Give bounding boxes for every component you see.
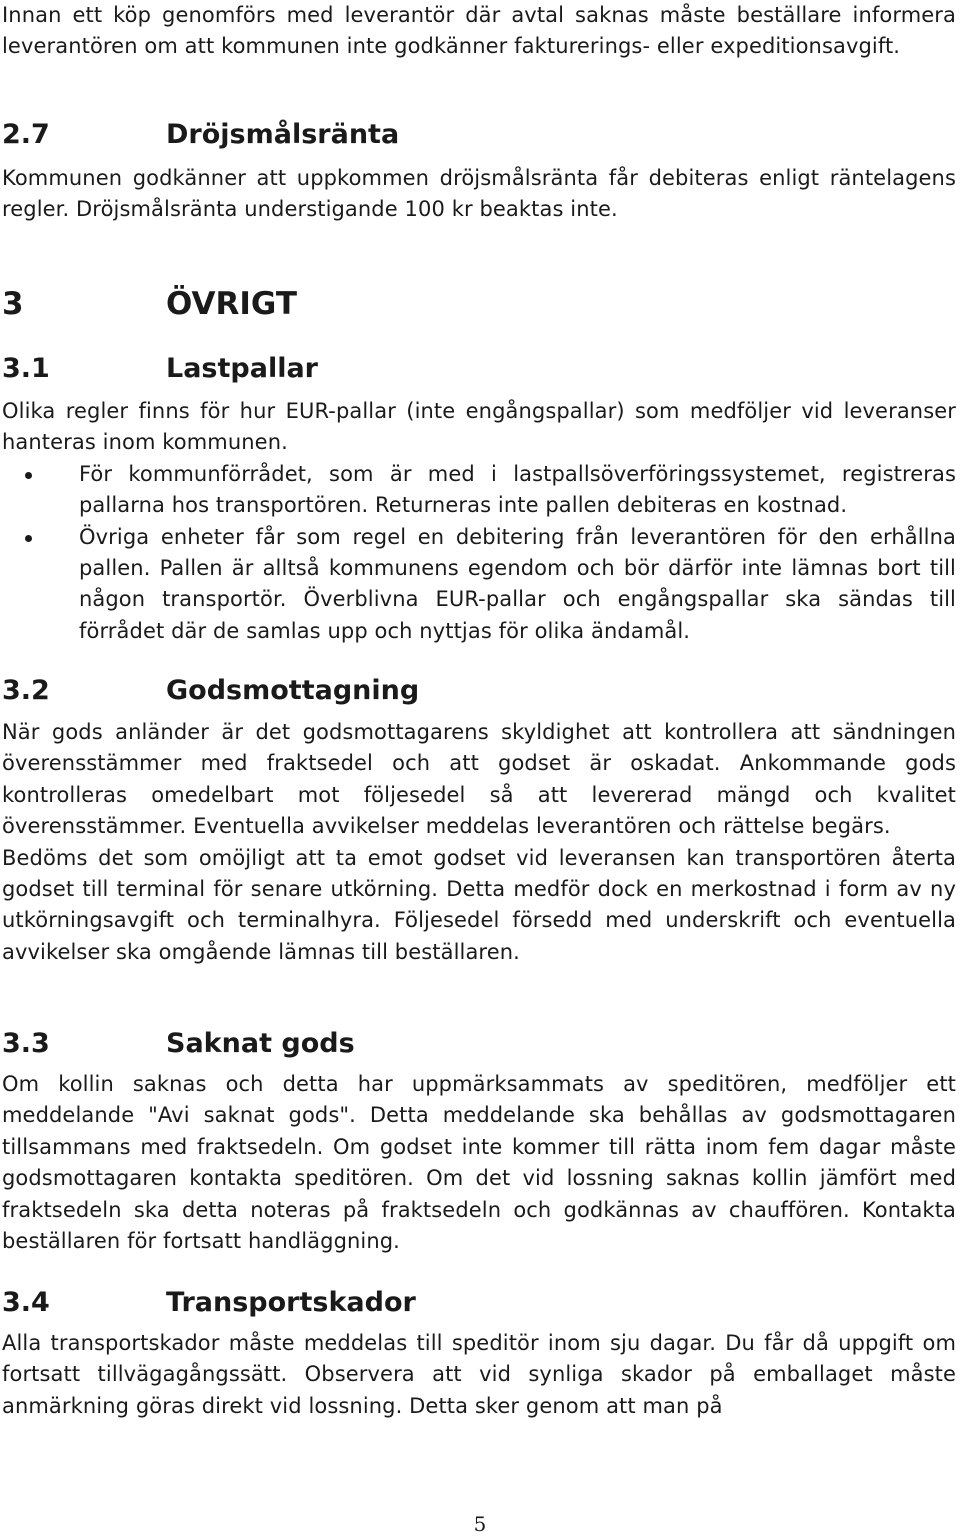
bullet-list	[2, 459, 956, 647]
chapter-number: 3	[2, 286, 24, 322]
section-heading	[2, 674, 956, 708]
section-heading	[2, 118, 956, 152]
section-3-3	[2, 1027, 956, 1061]
section-number: 3.3	[2, 1028, 50, 1059]
bullet-item	[2, 522, 956, 648]
section-3-3-body	[2, 1069, 956, 1257]
section-number: 3.2	[2, 675, 50, 706]
section-paragraph: Alla transportskador måste meddelas till speditör inom sju dagar. Du får då uppgift om fortsatt tillvägagångssätt. Observera att vid synliga skador på emballaget måste anmärkning göras direkt vid lossning. Detta sker genom att man på	[2, 1331, 956, 1418]
section-3-2-body	[2, 717, 956, 968]
section-heading	[2, 1286, 956, 1320]
section-3-4-body	[2, 1328, 956, 1422]
section-paragraph: Kommunen godkänner att uppkommen dröjsmålsränta får debiteras enligt räntelagens regler. Dröjsmålsränta understigande 100 kr beaktas inte.	[2, 166, 956, 222]
bullet-text: Övriga enheter får som regel en debitering från leverantören för den erhållna pallen. Pallen är alltså kommunens egendom och bör därför inte lämnas bort till någon transportör. Överblivna EUR-pallar och engångspallar ska sändas till förrådet där de samlas upp och nyttjas för olika ändamål.	[79, 524, 956, 643]
section-heading	[2, 352, 956, 386]
chapter-title: ÖVRIGT	[166, 286, 297, 322]
section-3-4	[2, 1286, 956, 1320]
section-3-1-body	[2, 396, 956, 647]
intro-paragraph: Innan ett köp genomförs med leverantör där avtal saknas måste beställare informera leverantören om att kommunen inte godkänner fakturerings- eller expeditionsavgift.	[2, 3, 956, 59]
chapter-3	[2, 284, 956, 324]
section-3-2	[2, 674, 956, 708]
section-paragraph: När gods anländer är det godsmottagarens skyldighet att kontrollera att sändningen överensstämmer med fraktsedel och att godset är oskadat. Ankommande gods kontrolleras omedelbart mot följesedel så att levererad mängd och kvalitet överensstämmer. Eventuella avvikelser meddelas leverantören och rättelse begärs.	[2, 720, 956, 839]
bullet-text: För kommunförrådet, som är med i lastpallsöverföringssystemet, registreras pallarna hos transportören. Returneras inte pallen debiteras en kostnad.	[79, 461, 956, 518]
section-number: 3.4	[2, 1287, 50, 1318]
page-number: 5	[473, 1512, 487, 1536]
section-title: Dröjsmålsränta	[166, 119, 400, 150]
section-title: Lastpallar	[166, 353, 318, 384]
section-number: 2.7	[2, 119, 50, 150]
intro-section	[2, 0, 956, 63]
bullet-icon	[25, 535, 32, 542]
section-3-1	[2, 352, 956, 386]
chapter-heading	[2, 284, 956, 324]
section-2-7-body	[2, 163, 956, 226]
bullet-item	[2, 459, 956, 522]
section-number: 3.1	[2, 353, 50, 384]
section-title: Saknat gods	[166, 1028, 355, 1059]
section-title: Transportskador	[166, 1287, 416, 1318]
section-title: Godsmottagning	[166, 675, 420, 706]
section-paragraph: Om kollin saknas och detta har uppmärksammats av speditören, medföljer ett meddelande "Avi saknat gods". Detta meddelande ska behållas av godsmottagaren tillsammans med fraktsedeln. Om godset inte kommer till rätta inom fem dagar måste godsmottagaren kontakta speditören. Om det vid lossning saknas kollin jämfört med fraktsedeln ska detta noteras på fraktsedeln och godkännas av chauffören. Kontakta beställaren för fortsatt handläggning.	[2, 1072, 956, 1254]
section-paragraph: Olika regler finns för hur EUR-pallar (inte engångspallar) som medföljer vid leveranser hanteras inom kommunen.	[2, 399, 956, 455]
bullet-icon	[25, 472, 32, 479]
section-2-7	[2, 118, 956, 152]
section-paragraph: Bedöms det som omöjligt att ta emot godset vid leveransen kan transportören återta godset till terminal för senare utkörning. Detta medför dock en merkostnad i form av ny utkörningsavgift och terminalhyra. Följesedel försedd med underskrift och eventuella avvikelser ska omgående lämnas till beställaren.	[2, 845, 956, 964]
section-heading	[2, 1027, 956, 1061]
